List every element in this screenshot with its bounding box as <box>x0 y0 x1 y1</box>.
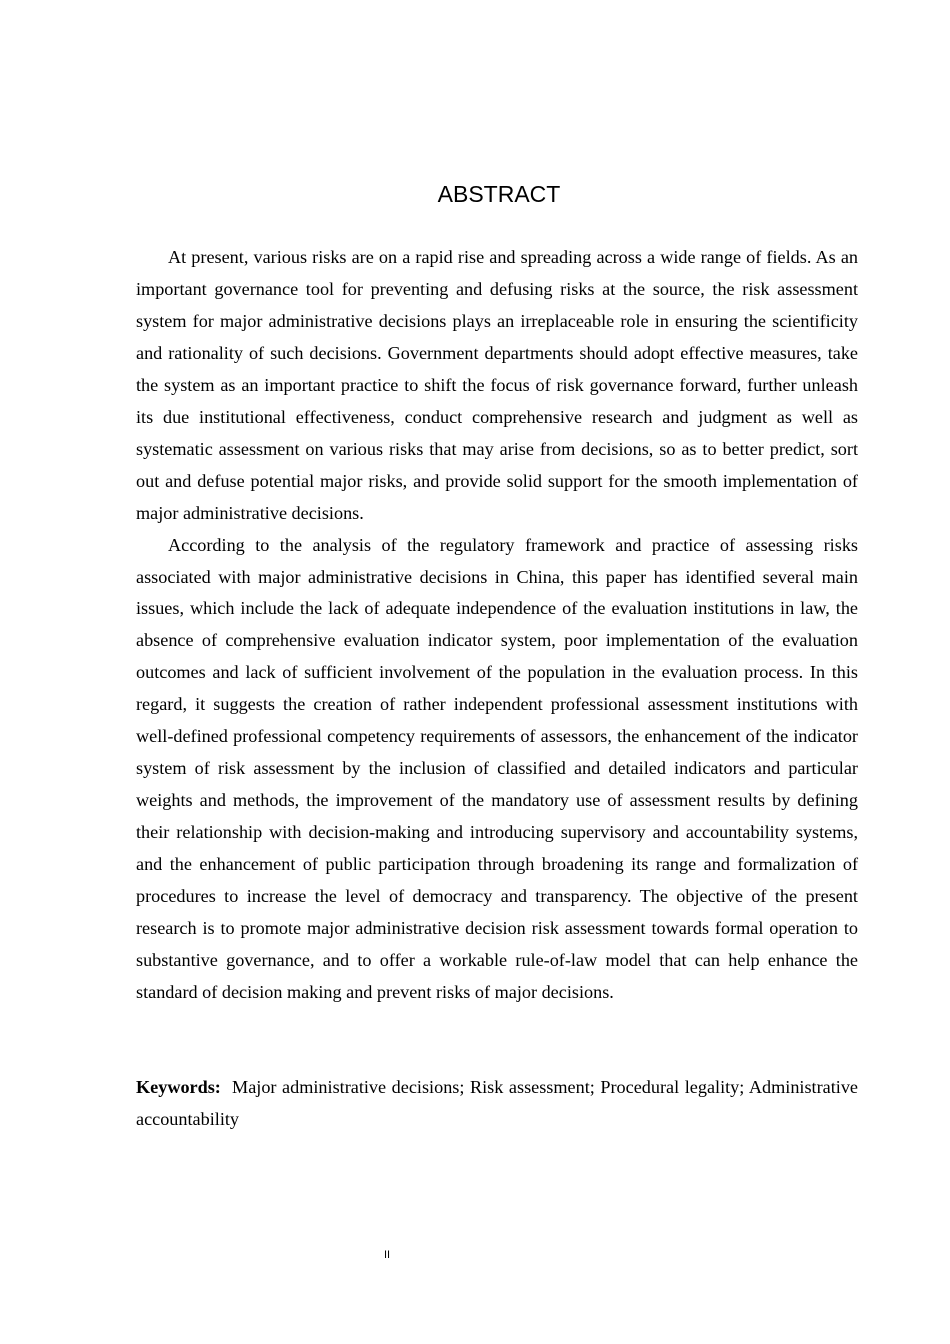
abstract-paragraph-2: According to the analysis of the regulatory framework and practice of assessing risks associated with major administrative decisions in China, this paper has identified several main issues, which include the lack of adequate independence of the evaluation institutions in law, the absence of comprehensive evaluation indicator system, poor implementation of the evaluation outcomes and lack of sufficient involvement of the population in the evaluation process. In this regard, it suggests the creation of rather independent professional assessment institutions with well-defined professional competency requirements of assessors, the enhancement of the indicator system of risk assessment by the inclusion of classified and detailed indicators and particular weights and methods, the improvement of the mandatory use of assessment results by defining their relationship with decision-making and introducing supervisory and accountability systems, and the enhancement of public participation through broadening its range and formalization of procedures to increase the level of democracy and transparency. The objective of the present research is to promote major administrative decision risk assessment towards formal operation to substantive governance, and to offer a workable rule-of-law model that can help enhance the standard of decision making and prevent risks of major decisions. <box>136 534 858 1002</box>
keywords-line <box>136 1071 858 1135</box>
abstract-title: ABSTRACT <box>437 181 561 207</box>
keywords-text: Major administrative decisions; Risk assessment; Procedural legality; Administrative accountability <box>136 1077 858 1129</box>
keywords-label: Keywords: <box>136 1077 221 1097</box>
abstract-paragraph-1: At present, various risks are on a rapid rise and spreading across a wide range of fields. As an important governance tool for preventing and defusing risks at the source, the risk assessment system for major administrative decisions plays an irreplaceable role in ensuring the scientificity and rationality of such decisions. Government departments should adopt effective measures, take the system as an important practice to shift the focus of risk governance forward, further unleash its due institutional effectiveness, conduct comprehensive research and judgment as well as systematic assessment on various risks that may arise from decisions, so as to better predict, sort out and defuse potential major risks, and provide solid support for the smooth implementation of major administrative decisions. <box>136 247 858 523</box>
abstract-body <box>136 242 858 1009</box>
page-number: II <box>383 1249 391 1261</box>
